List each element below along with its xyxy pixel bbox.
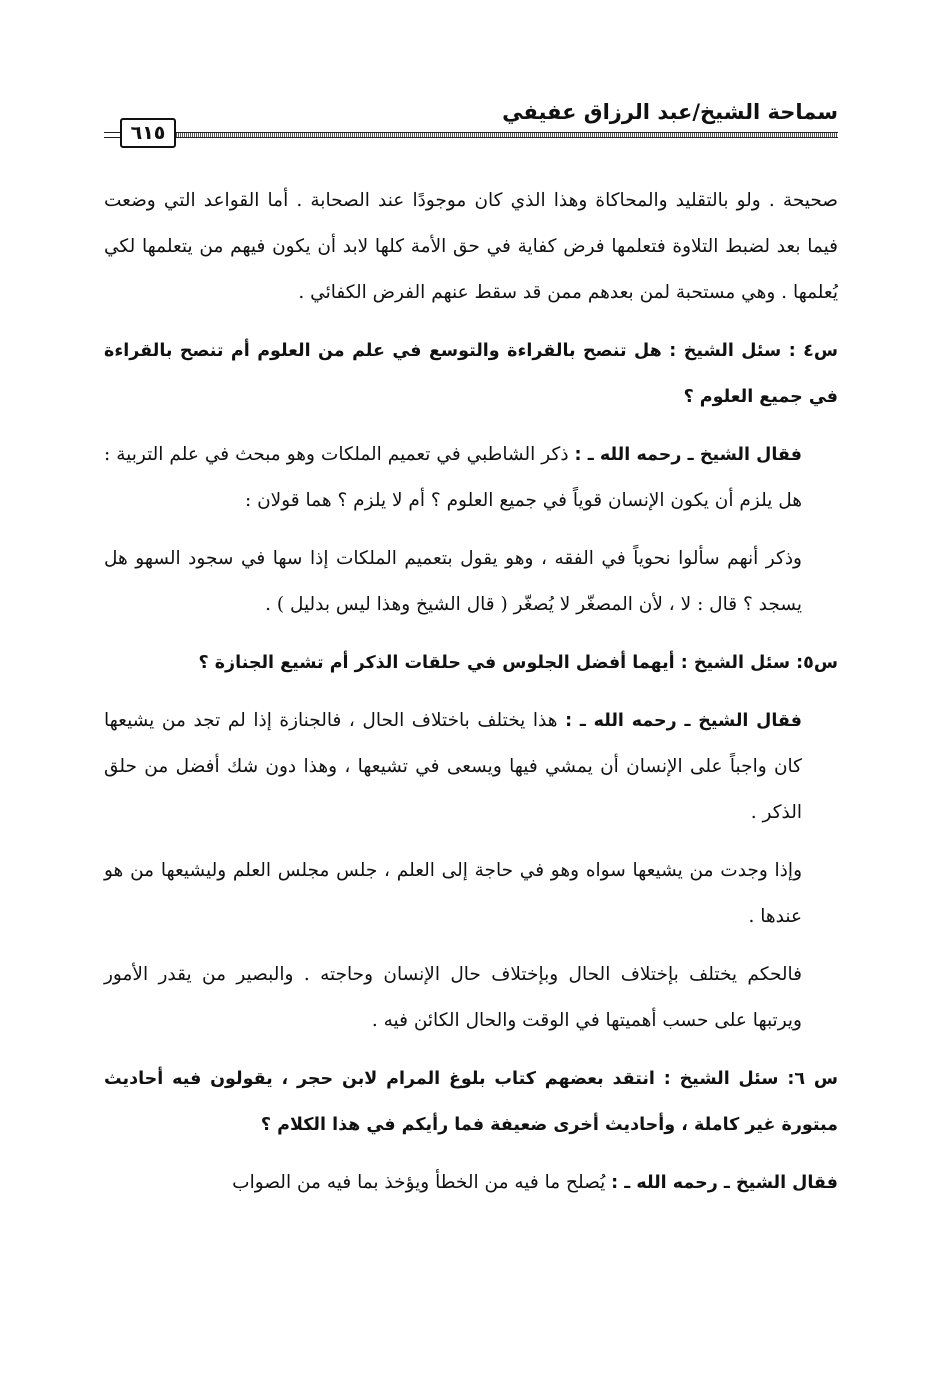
question-text: س ٦: سئل الشيخ : انتقد بعضهم كتاب بلوغ المرام لابن حجر ، يقولون فيه أحاديث مبتورة غير كاملة ، وأحاديث أخرى ضعيفة فما رأيكم في هذا الكلام ؟ [104,1069,838,1135]
answer-5 [104,698,838,836]
header-rule [176,132,838,138]
answer-lead: فقال الشيخ ـ رحمه الله ـ : [611,1173,838,1193]
page-body [104,178,838,1214]
answer-text: هذا يختلف باختلاف الحال ، فالجنازة إذا لم تجد من يشيعها كان واجباً على الإنسان أن يمشي فيها ويسعى في تشيعها ، وهذا دون شك أفضل من حلق الذكر . [104,710,802,823]
answer-6 [104,1160,838,1206]
header-rule-left [104,132,120,138]
paragraph-3 [104,848,838,940]
paragraph-text: صحيحة . ولو بالتقليد والمحاكاة وهذا الذي كان موجودًا عند الصحابة . أما القواعد التي وضعت فيما بعد لضبط التلاوة فتعلمها فرض كفاية في حق الأمة كلها لابد أن يكون فيهم من يتعلمها لكي يُعلمها . وهي مستحبة لمن بعدهم ممن قد سقط عنهم الفرض الكفائي . [104,190,838,303]
paragraph-1 [104,178,838,316]
paragraph-2 [104,536,838,628]
question-5 [104,640,838,686]
answer-4 [104,432,838,524]
answer-lead: فقال الشيخ ـ رحمه الله ـ : [574,445,802,465]
paragraph-text: فالحكم يختلف بإختلاف الحال وبإختلاف حال الإنسان وحاجته . والبصير من يقدر الأمور ويرتبها على حسب أهميتها في الوقت والحال الكائن فيه . [104,964,802,1031]
header-title: سماحة الشيخ/عبد الرزاق عفيفي [502,100,838,124]
question-6 [104,1056,838,1148]
question-text: س٥: سئل الشيخ : أيهما أفضل الجلوس في حلقات الذكر أم تشيع الجنازة ؟ [198,653,838,673]
question-4 [104,328,838,420]
paragraph-text: وإذا وجدت من يشيعها سواه وهو في حاجة إلى العلم ، جلس مجلس العلم وليشيعها من هو عندها . [104,860,802,927]
paragraph-4 [104,952,838,1044]
answer-text: يُصلح ما فيه من الخطأ ويؤخذ بما فيه من الصواب [232,1172,612,1193]
page-header [104,96,838,156]
question-text: س٤ : سئل الشيخ : هل تنصح بالقراءة والتوسع في علم من العلوم أم تنصح بالقراءة في جميع العلوم ؟ [104,341,838,407]
answer-text: ذكر الشاطبي في تعميم الملكات وهو مبحث في علم التربية : هل يلزم أن يكون الإنسان قوياً في جميع العلوم ؟ أم لا يلزم ؟ هما قولان : [104,444,802,511]
paragraph-text: وذكر أنهم سألوا نحوياً في الفقه ، وهو يقول بتعميم الملكات إذا سها في سجود السهو هل يسجد ؟ قال : لا ، لأن المصغّر لا يُصغّر ( قال الشيخ وهذا ليس بدليل ) . [104,548,802,615]
page-number: ٦١٥ [120,118,176,148]
answer-lead: فقال الشيخ ـ رحمه الله ـ : [565,711,802,731]
